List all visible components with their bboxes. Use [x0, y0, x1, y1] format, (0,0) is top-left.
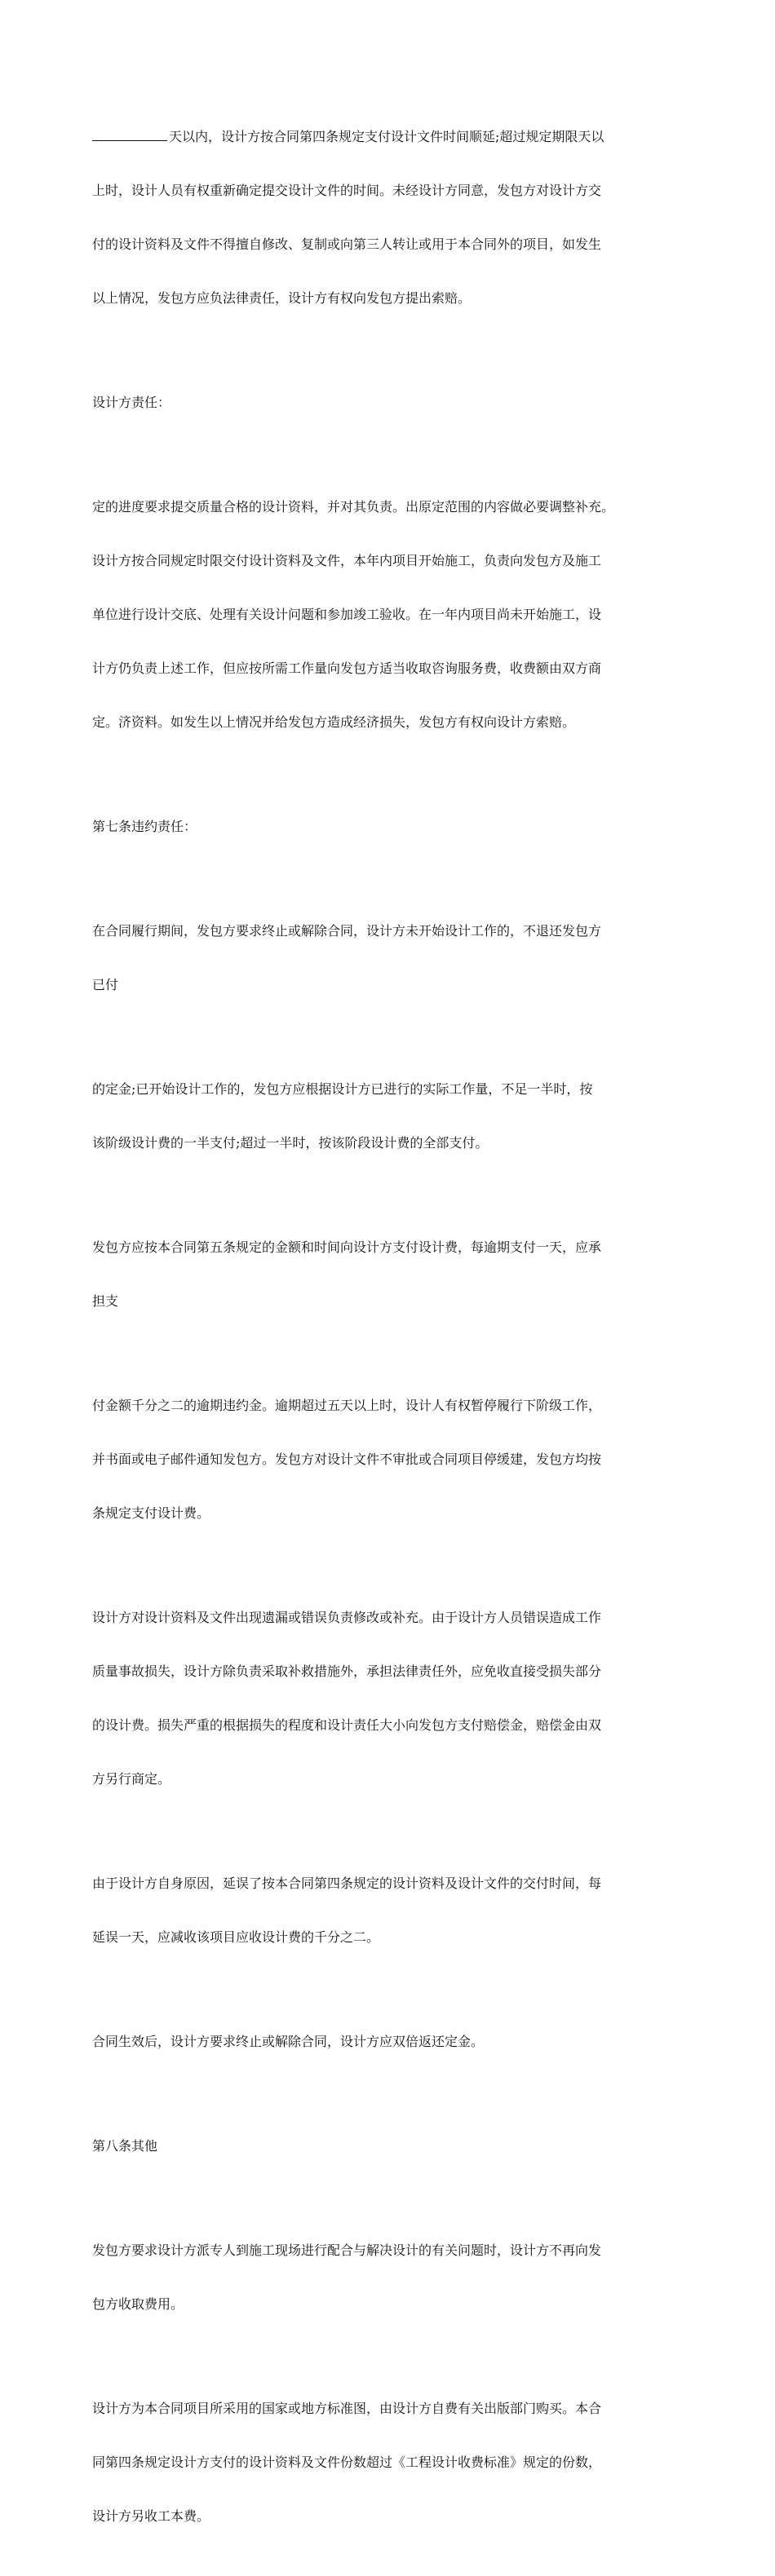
text-line: 设计方按合同规定时限交付设计资料及文件，本年内项目开始施工，负责向发包方及施工 [92, 553, 602, 568]
text-line: 计方仍负责上述工作，但应按所需工作量向发包方适当收取咨询服务费，收费额由双方商 [92, 661, 602, 676]
text-line: 设计方对设计资料及文件出现遗漏或错误负责修改或补充。由于设计方人员错误造成工作 [92, 1610, 602, 1625]
paragraph-errors [92, 1573, 696, 1824]
text-line: 的设计费。损失严重的根据损失的程度和设计责任大小向发包方支付赔偿金，赔偿金由双 [92, 1717, 602, 1733]
text-line: 单位进行设计交底、处理有关设计问题和参加竣工验收。在一年内项目尚未开始施工，设 [92, 607, 602, 622]
paragraph-designer-duties [92, 462, 696, 767]
text-line: 并书面或电子邮件通知发包方。发包方对设计文件不审批或合同项目停缓建，发包方均按 [92, 1451, 602, 1467]
text-line: 设计方为本合同项目所采用的国家或地方标准图，由设计方自费有关出版部门购买。本合 [92, 2401, 602, 2416]
text-line: 上时，设计人员有权重新确定提交设计文件的时间。未经设计方同意，发包方对设计方交 [92, 183, 602, 198]
heading-article-7 [92, 782, 696, 872]
text-line: 同第四条规定设计方支付的设计资料及文件份数超过《工程设计收费标准》规定的份数， [92, 2454, 602, 2470]
text-line: 付的设计资料及文件不得擅自修改、复制或向第三人转让或用于本合同外的项目，如发生 [92, 236, 602, 252]
paragraph-delay [92, 1839, 696, 1982]
text-line: 质量事故损失，设计方除负责采取补救措施外，承担法律责任外，应免收直接受损失部分 [92, 1664, 602, 1679]
paragraph-on-site [92, 2206, 696, 2349]
text-line: 第八条其他 [92, 2138, 158, 2154]
text-line: 天以内，设计方按合同第四条规定支付设计文件时间顺延;超过规定期限天以 [92, 127, 696, 146]
text-line: 由于设计方自身原因，延误了按本合同第四条规定的设计资料及设计文件的交付时间，每 [92, 1876, 602, 1891]
text-line: 在合同履行期间，发包方要求终止或解除合同，设计方未开始设计工作的，不退还发包方 [92, 923, 602, 939]
blank-fill-line [92, 127, 167, 141]
text-line: 以上情况，发包方应负法律责任，设计方有权向发包方提出索赔。 [92, 290, 472, 306]
paragraph-design-deadline [92, 91, 696, 343]
text-line: 设计方另收工本费。 [92, 2508, 210, 2524]
paragraph-termination [92, 886, 696, 1030]
text-line: 付金额千分之二的逾期违约金。逾期超过五天以上时，设计人有权暂停履行下阶级工作， [92, 1398, 602, 1413]
text-line: 发包方要求设计方派专人到施工现场进行配合与解决设计的有关问题时，设计方不再向发 [92, 2242, 602, 2258]
text-line: 包方收取费用。 [92, 2296, 184, 2312]
paragraph-double-refund [92, 1997, 696, 2087]
text-line: 合同生效后，设计方要求终止或解除合同，设计方应双倍返还定金。 [92, 2034, 485, 2049]
text-line: 定。济资料。如发生以上情况并给发包方造成经济损失，发包方有权向设计方索赔。 [92, 714, 576, 730]
paragraph-payment [92, 1203, 696, 1346]
heading-article-8 [92, 2101, 696, 2191]
text-line: 第七条违约责任： [92, 819, 197, 834]
heading-designer-responsibility [92, 358, 696, 448]
text-line: 担支 [92, 1293, 119, 1309]
paragraph-standards [92, 2364, 696, 2561]
text-line: 定的进度要求提交质量合格的设计资料，并对其负责。出原定范围的内容做必要调整补充。 [92, 499, 615, 515]
paragraph-late-fee [92, 1361, 696, 1558]
text-line: 该阶级设计费的一半支付;超过一半时，按该阶段设计费的全部支付。 [92, 1135, 489, 1151]
text-line: 已付 [92, 977, 119, 992]
text-line: 条规定支付设计费。 [92, 1505, 210, 1521]
paragraph-deposit [92, 1045, 696, 1188]
text-line: 设计方责任： [92, 395, 171, 410]
text-line: 的定金;已开始设计工作的，发包方应根据设计方已进行的实际工作量，不足一半时，按 [92, 1081, 593, 1097]
text-line: 发包方应按本合同第五条规定的金额和时间向设计方支付设计费，每逾期支付一天，应承 [92, 1239, 602, 1255]
text-line: 延误一天，应减收该项目应收设计费的千分之二。 [92, 1929, 380, 1945]
document-body [92, 91, 696, 2576]
text-line: 方另行商定。 [92, 1771, 171, 1787]
